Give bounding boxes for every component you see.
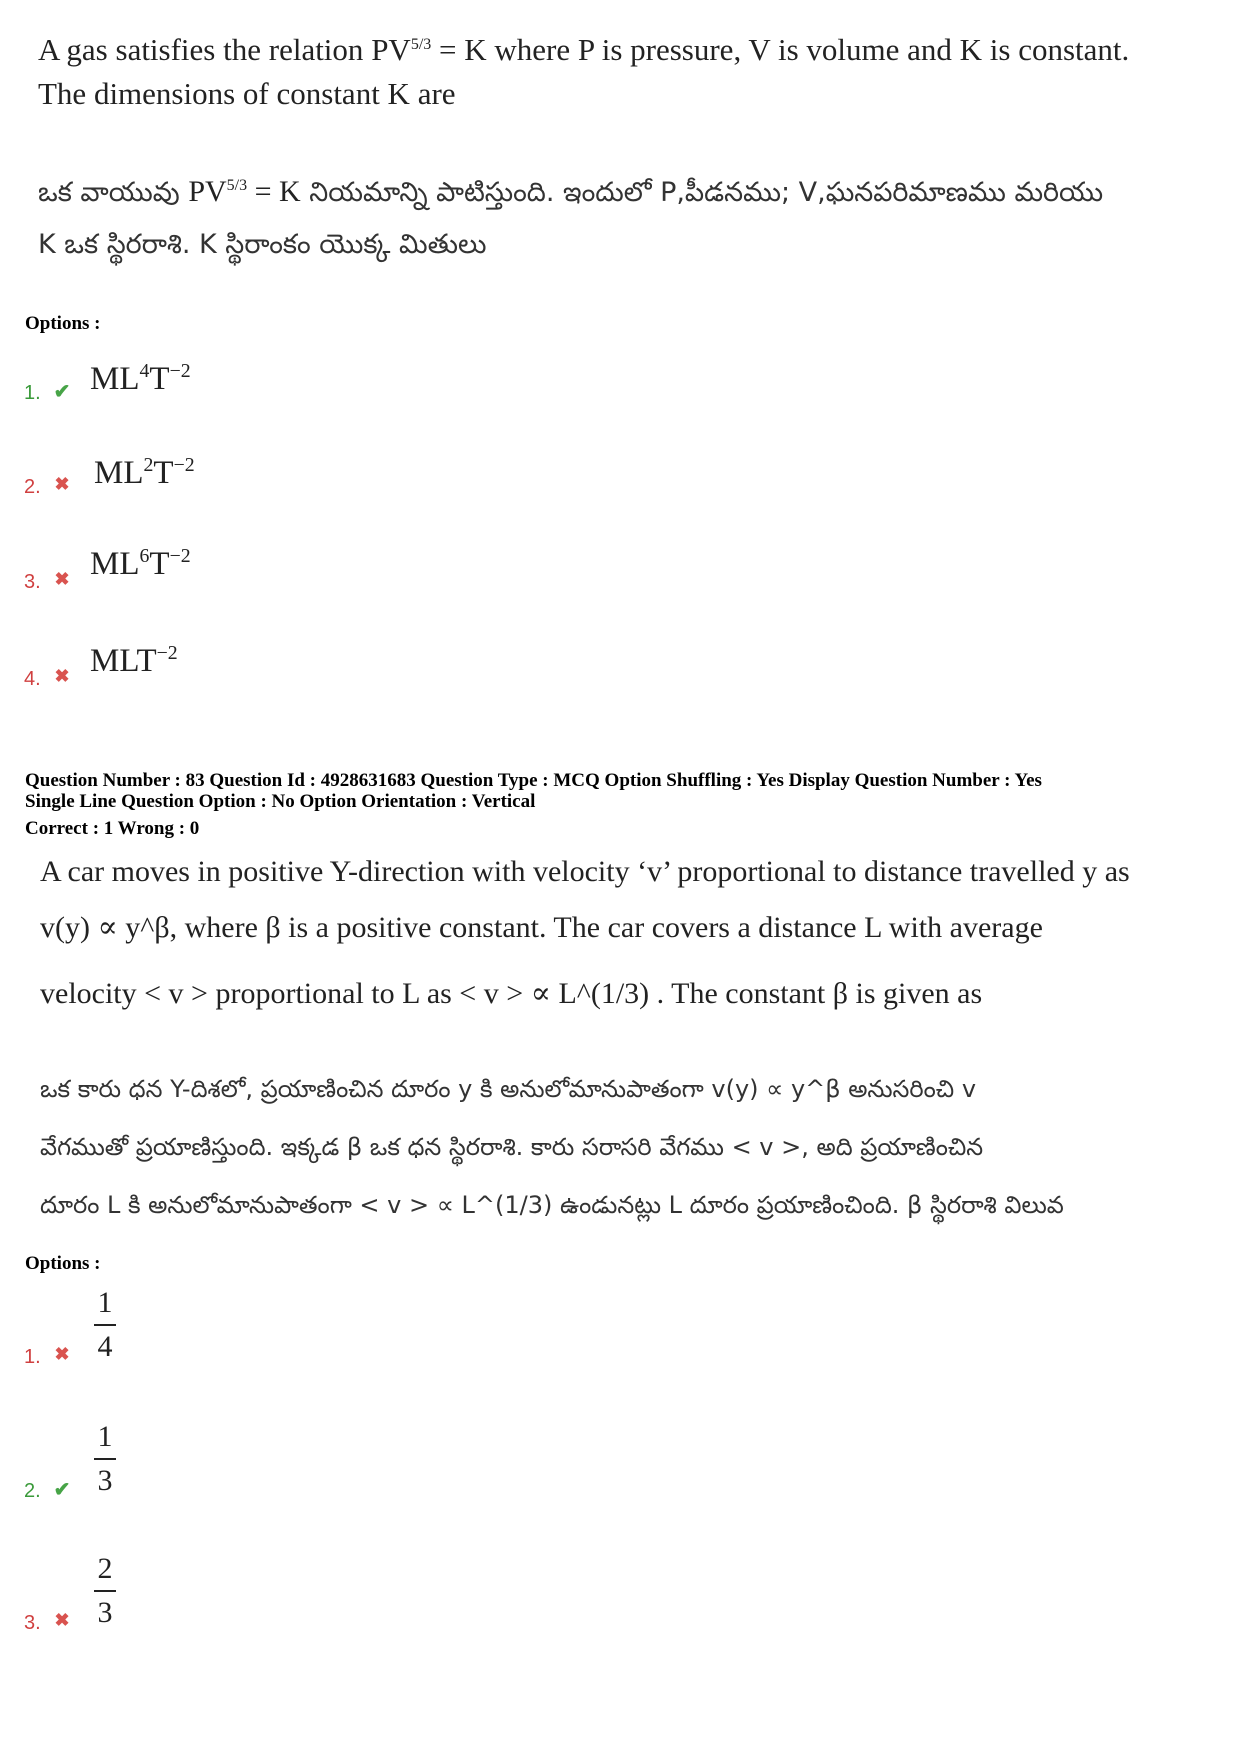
fraction-denominator: 3 [97,1464,113,1497]
q83-meta-line2: Single Line Question Option : No Option Orientation : Vertical [25,791,536,812]
q82-en-post: where P is pressure, V is volume and K is constant. [486,32,1130,67]
q83-en-line3: velocity < v > proportional to L as < v > ∝ L^(1/3) . The constant β is given as [40,977,983,1010]
q83-option-1[interactable] [24,1284,324,1384]
q82-te-formula-base: PV [188,175,227,208]
q82-english-text [38,28,1218,116]
fraction-numerator: 1 [97,1286,113,1319]
option-base: MLT [90,643,157,679]
q83-en-line2: v(y) ∝ y^β, where β is a positive constant. The car covers a distance L with average [40,911,1043,944]
fraction-denominator: 3 [97,1596,113,1629]
fraction-bar [94,1590,116,1592]
q82-en-line1 [38,28,1218,72]
q83-te-line1: ఒక కారు ధన Y-దిశలో, ప్రయాణించిన దూరం y కి అనులోమానుపాతంగా v(y) ∝ y^β అనుసరించి v [40,1075,977,1103]
cross-icon: ✖ [54,666,70,686]
option-base: ML [94,455,144,491]
q82-te-formula [188,175,300,208]
q83-english-text [40,844,1220,1022]
q83-meta-line1: Question Number : 83 Question Id : 4928631683 Question Type : MCQ Option Shuffling : Yes Display Question Number : Yes [25,770,1042,791]
option-number: 2. [24,476,41,498]
option-mid: T [149,546,170,582]
option-exp2: −2 [173,454,195,476]
option-number: 3. [24,1612,41,1634]
q82-en-formula [371,32,486,67]
option-fraction [94,1552,116,1630]
option-value [90,642,178,680]
q82-en-formula-base: PV [371,32,411,67]
q82-en-formula-post: = K [431,32,487,67]
q83-option-3[interactable] [24,1552,324,1652]
q82-en-formula-exp: 5/3 [410,35,432,53]
q83-te-line3: దూరం L కి అనులోమానుపాతంగా < v > ∝ L^(1/3) ఉండునట్లు L దూరం ప్రయాణించింది. β స్థిరరాశి విలువ [40,1191,1064,1219]
q82-te-pre: ఒక వాయువు [38,177,189,208]
q83-telugu-text [40,1060,1220,1234]
option-exp2: −2 [169,360,191,382]
option-exp2: −2 [169,545,191,567]
option-fraction [94,1420,116,1498]
fraction-bar [94,1324,116,1326]
q82-te-formula-post: = K [247,175,301,208]
cross-icon: ✖ [54,569,70,589]
q82-en-pre: A gas satisfies the relation [38,32,372,67]
option-number: 1. [24,1346,41,1368]
q82-option-4[interactable] [24,634,424,690]
option-value [94,454,195,492]
q82-te-line1 [38,166,1218,219]
option-base: ML [90,361,140,397]
fraction-numerator: 2 [97,1552,113,1585]
check-icon: ✔ [53,1479,71,1501]
cross-icon: ✖ [54,1344,70,1364]
cross-icon: ✖ [54,1610,70,1630]
option-number: 4. [24,668,41,690]
option-exp1: 6 [139,545,150,567]
option-mid: T [153,455,174,491]
q82-te-line2: K ఒక స్థిరరాశి. K స్థిరాంకం యొక్క మితులు [38,229,487,260]
q82-option-2[interactable] [24,442,424,498]
q82-options-label: Options : [25,313,101,334]
q83-meta-line3: Correct : 1 Wrong : 0 [25,818,200,839]
fraction-bar [94,1458,116,1460]
q83-en-line1: A car moves in positive Y-direction with velocity ‘v’ proportional to distance travelled y as [40,855,1130,888]
option-value [90,545,191,583]
option-base: ML [90,546,140,582]
q82-te-post: నియమాన్ని పాటిస్తుంది. ఇందులో P,పీడనము; V,ఘనపరిమాణము మరియు [300,177,1104,208]
option-value [90,360,191,398]
q82-telugu-text [38,166,1218,271]
option-exp1: 2 [143,454,154,476]
q82-option-3[interactable] [24,537,424,593]
option-number: 3. [24,571,41,593]
option-exp2: −2 [156,642,178,664]
q82-en-line2: The dimensions of constant K are [38,76,456,111]
option-fraction [94,1286,116,1364]
option-number: 2. [24,1480,41,1502]
q83-options-label: Options : [25,1253,101,1274]
check-icon: ✔ [53,381,71,403]
option-number: 1. [24,382,41,404]
q83-te-line2: వేగముతో ప్రయాణిస్తుంది. ఇక్కడ β ఒక ధన స్థిరరాశి. కారు సరాసరి వేగము < v >, అది ప్రయాణించిన [40,1133,984,1161]
cross-icon: ✖ [54,474,70,494]
fraction-numerator: 1 [97,1420,113,1453]
q83-option-2[interactable] [24,1418,324,1518]
q82-option-1[interactable] [24,348,424,404]
q82-te-formula-exp: 5/3 [226,177,248,194]
option-mid: T [149,361,170,397]
option-exp1: 4 [139,360,150,382]
fraction-denominator: 4 [97,1330,113,1363]
